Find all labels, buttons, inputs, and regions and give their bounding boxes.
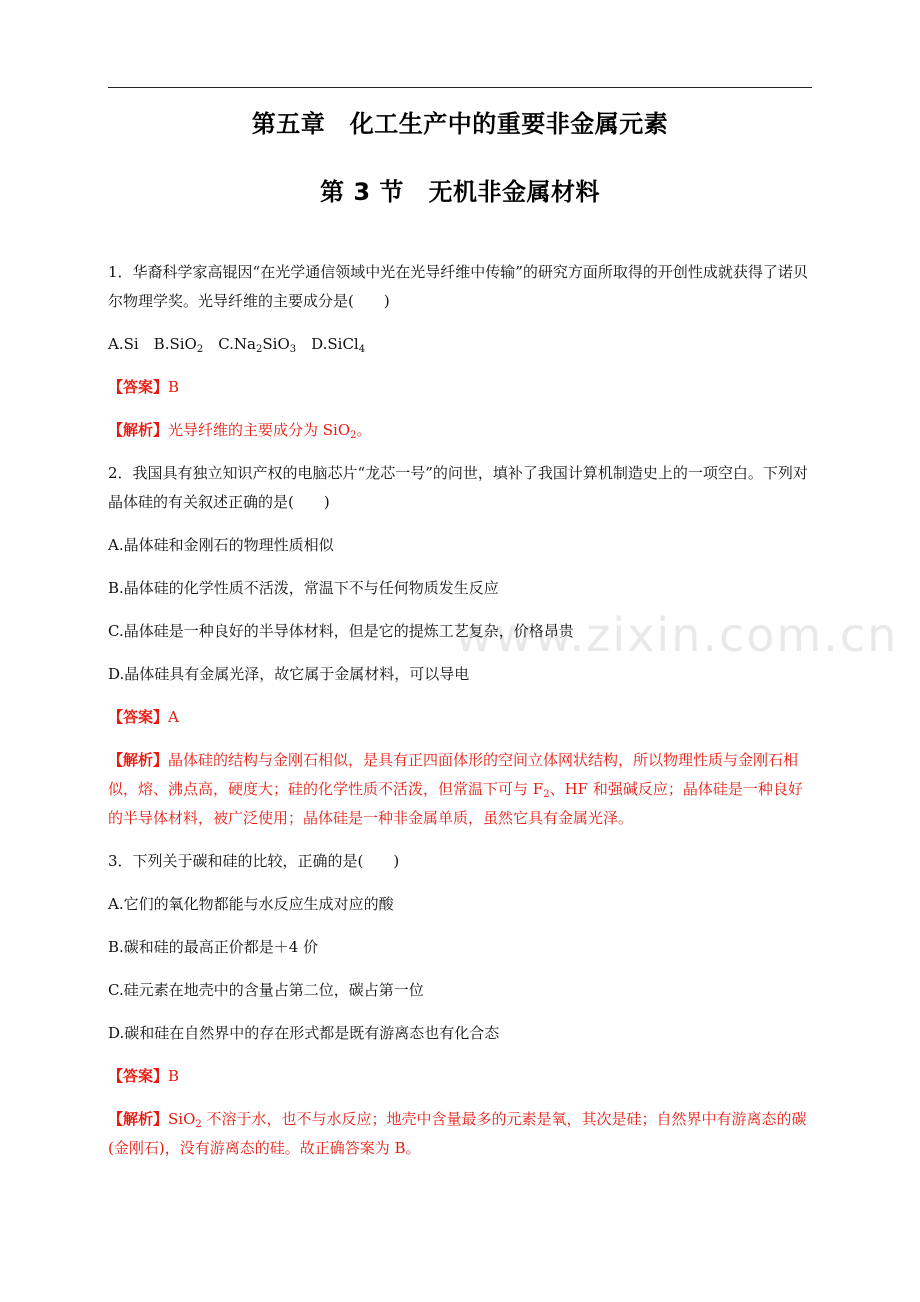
question-2-analysis: 【解析】晶体硅的结构与金刚石相似，是具有正四面体形的空间立体网状结构，所以物理性质与金刚石相似，熔、沸点高，硬度大；硅的化学性质不活泼，但常温下可与 $F_2$、HF 和强碱反应；晶体硅是一种良好的半导体材料，被广泛使用；晶体硅是一种非金属单质，虽然它具有金属光泽。: [108, 751, 803, 827]
question-2-option-a: A.晶体硅和金刚石的物理性质相似: [108, 536, 334, 554]
header-rule: [108, 87, 812, 88]
question-3-analysis: 【解析】SiO$_2$ 不溶于水，也不与水反应；地壳中含量最多的元素是氧，其次是硅；自然界中有游离态的碳(金刚石)，没有游离态的硅。故正确答案为 B。: [108, 1110, 807, 1157]
question-1-answer: 【答案】B: [108, 378, 180, 396]
chapter-title: 第五章 化工生产中的重要非金属元素: [251, 110, 669, 138]
question-2-stem: 2．我国具有独立知识产权的电脑芯片“龙芯一号”的问世，填补了我国计算机制造史上的一项空白。下列对晶体硅的有关叙述正确的是( ): [108, 464, 808, 511]
analysis-label: 【解析】: [108, 421, 169, 439]
question-3-option-d: D.碳和硅在自然界中的存在形式都是既有游离态也有化合态: [108, 1024, 500, 1042]
question-3-stem: 3．下列关于碳和硅的比较，正确的是( ): [108, 852, 400, 870]
answer-label: 【答案】: [108, 378, 169, 396]
question-1-options: A.Si B.SiO$_2$ $C.Na_2SiO_3$ D.SiCl$_4$: [108, 335, 366, 355]
question-3-option-b: B.碳和硅的最高正价都是＋4 价: [108, 938, 319, 956]
question-1-analysis: 【解析】光导纤维的主要成分为 SiO$_2$。: [108, 421, 372, 441]
answer-label: 【答案】: [108, 1067, 169, 1085]
question-list: [108, 258, 816, 1163]
question-1-stem: 1．华裔科学家高锟因“在光学通信领域中光在光导纤维中传输”的研究方面所取得的开创性成就获得了诺贝尔物理学奖。光导纤维的主要成分是( ): [108, 263, 808, 310]
question-3-option-c: C.硅元素在地壳中的含量占第二位，碳占第一位: [108, 981, 424, 999]
question-3-option-a: A.它们的氧化物都能与水反应生成对应的酸: [108, 895, 394, 913]
answer-label: 【答案】: [108, 708, 169, 726]
watermark: www.zixin.com.cn: [455, 608, 899, 662]
question-2-answer: 【答案】A: [108, 708, 179, 726]
analysis-label: 【解析】: [108, 751, 169, 769]
section-title: 第 3 节 无机非金属材料: [320, 178, 600, 206]
question-3-answer: 【答案】B: [108, 1067, 180, 1085]
question-2-option-c: C.晶体硅是一种良好的半导体材料，但是它的提炼工艺复杂，价格昂贵: [108, 622, 574, 640]
analysis-label: 【解析】: [108, 1110, 169, 1128]
question-2-option-d: D.晶体硅具有金属光泽，故它属于金属材料，可以导电: [108, 665, 470, 683]
question-2-option-b: B.晶体硅的化学性质不活泼，常温下不与任何物质发生反应: [108, 579, 499, 597]
